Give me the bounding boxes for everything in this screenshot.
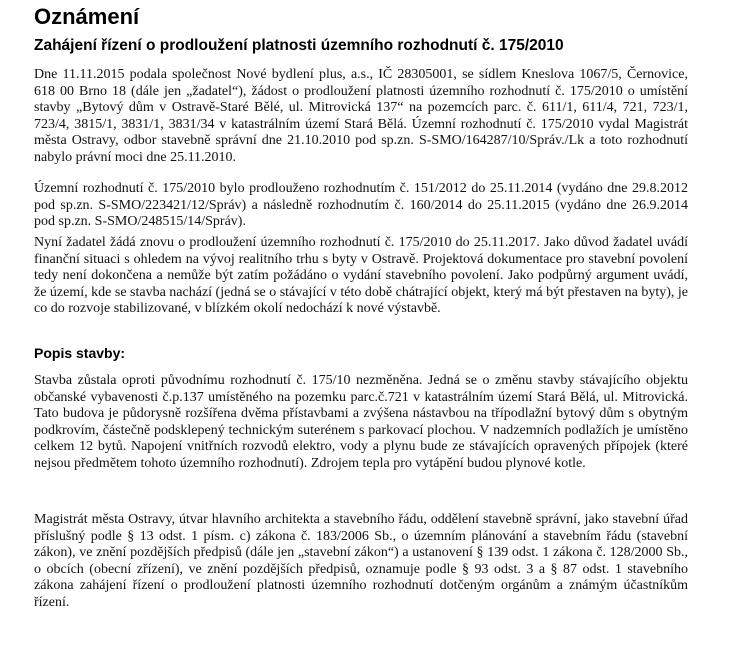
paragraph-building-description: Stavba zůstala oproti původnímu rozhodnutí č. 175/10 nezměněna. Jedná se o změnu stavby stávajícího objektu občanské vybavenosti č.p.137 umístěného na pozemku parc.č.721 v katastrálním území Stará Bělá, ul. Mitrovická. Tato budova je půdorysně rozšířena dvěma přístavbami a zvýšena nástavbou na třípodlažní bytový dům s obytným podkrovím, částečně podsklepený technickým suterénem s parkovací plochou. V nadzemních podlažích je umístěno celkem 12 bytů. Napojení vnitřních rozvodů elektro, vody a plynu bude ze stávajících opravených přípojek (které nejsou předmětem tohoto územního rozhodnutí). Zdrojem tepla pro vytápění budou plynové kotle. (34, 373, 688, 471)
paragraph-extensions: Územní rozhodnutí č. 175/2010 bylo prodlouženo rozhodnutím č. 151/2012 do 25.11.2014 (vydáno dne 29.8.2012 pod sp.zn. S-SMO/223421/12/Správ) a následně rozhodnutím č. 160/2014 do 25.11.2015 (vydáno dne 26.9.2014 pod sp.zn. S-SMO/248515/14/Správ). (34, 181, 688, 230)
document-subtitle: Zahájení řízení o prodloužení platnosti územního rozhodnutí č. 175/2010 (34, 37, 564, 54)
paragraph-authority-notice: Magistrát města Ostravy, útvar hlavního architekta a stavebního řádu, oddělení stavebně správní, jako stavební úřad příslušný podle § 13 odst. 1 písm. c) zákona č. 183/2006 Sb., o územním plánování a stavebním řádu (stavební zákon), ve znění pozdějších předpisů (dále jen „stavební zákon“) a ustanovení § 139 odst. 1 zákona č. 128/2000 Sb., o obcích (obecní zřízení), ve znění pozdějších předpisů, oznamuje podle § 93 odst. 3 a § 87 odst. 1 stavebního zákona zahájení řízení o prodloužení platnosti územního rozhodnutí dotčeným orgánům a známým účastníkům řízení. (34, 512, 688, 610)
paragraph-application: Dne 11.11.2015 podala společnost Nové bydlení plus, a.s., IČ 28305001, se sídlem Kneslova 1067/5, Černovice, 618 00 Brno 18 (dále jen „žadatel“), žádost o prodloužení platnosti územního rozhodnutí č. 175/2010 o umístění stavby „Bytový dům v Ostravě-Staré Bělé, ul. Mitrovická 137“ na pozemcích parc. č. 611/1, 611/4, 721, 723/1, 723/4, 3815/1, 3831/1, 3831/34 v katastrálním území Stará Bělá. Územní rozhodnutí č. 175/2010 vydal Magistrát města Ostravy, odbor stavebně správní dne 21.10.2010 pod sp.zn. S-SMO/164287/10/Správ./Lk a toto rozhodnutí nabylo právní moci dne 25.11.2010. (34, 67, 688, 165)
document-title: Oznámení (34, 4, 140, 29)
section-heading-building-description: Popis stavby: (34, 345, 126, 361)
paragraph-new-request: Nyní žadatel žádá znovu o prodloužení územního rozhodnutí č. 175/2010 do 25.11.2017. Jako důvod žadatel uvádí finanční situaci s ohledem na vývoj realitního trhu s byty v Ostravě. Projektová dokumentace pro stavební povolení tedy není dokončena a nemůže být zatím požádáno o vydání stavebního povolení. Jako podpůrný argument uvádí, že území, kde se stavba nachází (jedná se o stávající v této době chátrající objekt, který má být přestaven na byty), je co do rozvoje stabilizované, v blízkém okolí nedochází k nové výstavbě. (34, 235, 688, 317)
